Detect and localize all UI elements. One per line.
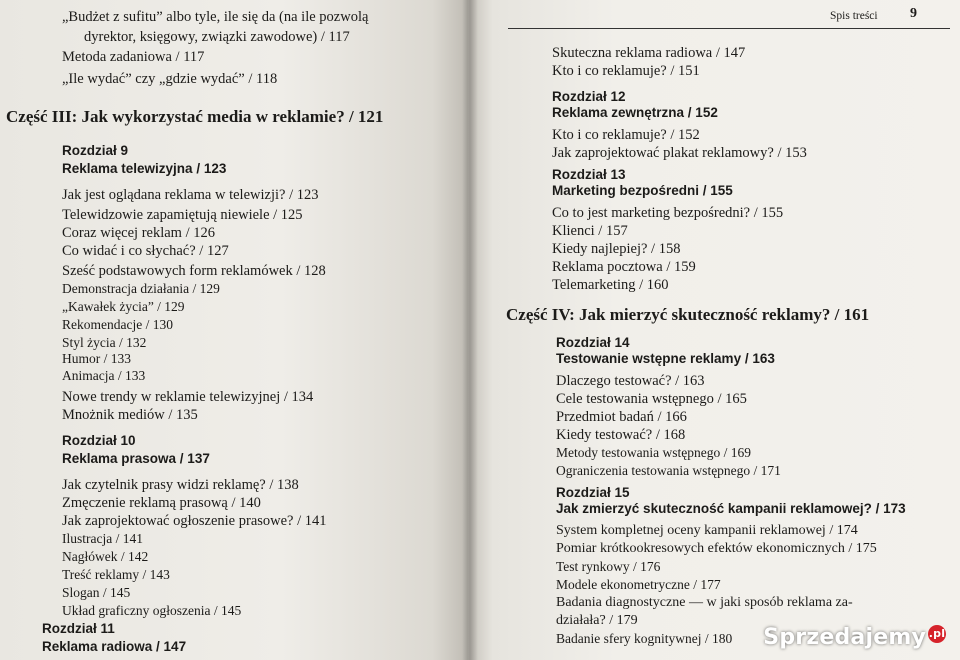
- toc-item: Kiedy najlepiej? / 158: [552, 241, 681, 257]
- toc-item: Telemarketing / 160: [552, 277, 669, 293]
- toc-item: Jak zaprojektować plakat reklamowy? / 153: [552, 145, 807, 161]
- toc-item: Humor / 133: [62, 351, 131, 366]
- right-page: [468, 0, 960, 660]
- watermark-badge: .pl: [928, 625, 946, 643]
- chapter-heading: Rozdział 13: [552, 167, 626, 182]
- toc-item: Coraz więcej reklam / 126: [62, 225, 215, 241]
- toc-item: Nagłówek / 142: [62, 549, 149, 564]
- toc-item: Badania diagnostyczne — w jaki sposób reklama za-: [556, 595, 853, 610]
- chapter-title: Testowanie wstępne reklamy / 163: [556, 351, 775, 366]
- toc-item: Co widać i co słychać? / 127: [62, 243, 229, 259]
- header-rule: [508, 28, 950, 29]
- toc-item: Ilustracja / 141: [62, 531, 143, 546]
- chapter-heading: Rozdział 9: [62, 143, 129, 158]
- toc-item: Układ graficzny ogłoszenia / 145: [62, 603, 242, 618]
- toc-item: Animacja / 133: [62, 368, 146, 383]
- toc-item: Telewidzowie zapamiętują niewiele / 125: [62, 207, 303, 223]
- toc-item: Dlaczego testować? / 163: [556, 373, 705, 389]
- chapter-title: Marketing bezpośredni / 155: [552, 183, 733, 198]
- toc-item: Modele ekonometryczne / 177: [556, 577, 721, 592]
- toc-item: Sześć podstawowych form reklamówek / 128: [62, 263, 326, 279]
- chapter-title: Reklama zewnętrzna / 152: [552, 105, 718, 120]
- toc-item: Treść reklamy / 143: [62, 567, 170, 582]
- toc-item: Jak jest oglądana reklama w telewizji? / 123: [62, 187, 319, 203]
- running-header: Spis treści: [830, 10, 878, 22]
- toc-item: Nowe trendy w reklamie telewizyjnej / 134: [62, 389, 314, 405]
- chapter-heading: Rozdział 10: [62, 433, 136, 448]
- toc-line: „Ile wydać” czy „gdzie wydać” / 118: [62, 71, 278, 87]
- toc-line: „Budżet z sufitu” albo tyle, ile się da (na ile pozwolą: [62, 9, 369, 25]
- chapter-title: Reklama telewizyjna / 123: [62, 161, 227, 176]
- toc-item: „Kawałek życia” / 129: [62, 299, 185, 314]
- book-gutter: [462, 0, 478, 660]
- toc-item: System kompletnej oceny kampanii reklamowej / 174: [556, 523, 858, 538]
- part-heading: Część III: Jak wykorzystać media w reklamie? / 121: [6, 107, 384, 126]
- toc-item: Rekomendacje / 130: [62, 317, 173, 332]
- toc-item: Zmęczenie reklamą prasową / 140: [62, 495, 261, 511]
- toc-item: Badanie sfery kognitywnej / 180: [556, 631, 733, 646]
- toc-line: Metoda zadaniowa / 117: [62, 49, 205, 65]
- toc-item: działała? / 179: [556, 613, 638, 628]
- chapter-heading: Rozdział 14: [556, 335, 630, 350]
- left-page: [0, 0, 470, 660]
- page-number: 9: [910, 6, 917, 21]
- toc-item: Test rynkowy / 176: [556, 559, 661, 574]
- toc-item: Co to jest marketing bezpośredni? / 155: [552, 205, 784, 221]
- toc-item: Kto i co reklamuje? / 152: [552, 127, 700, 143]
- chapter-heading: Rozdział 12: [552, 89, 626, 104]
- toc-item: Jak zaprojektować ogłoszenie prasowe? / 141: [62, 513, 327, 529]
- toc-item: Metody testowania wstępnego / 169: [556, 445, 751, 460]
- toc-item: Przedmiot badań / 166: [556, 409, 687, 425]
- toc-item: Reklama pocztowa / 159: [552, 259, 696, 275]
- chapter-title: Jak zmierzyć skuteczność kampanii reklamowej? / 173: [556, 501, 906, 516]
- toc-item: Styl życia / 132: [62, 335, 147, 350]
- toc-item: Demonstracja działania / 129: [62, 281, 220, 296]
- chapter-title: Reklama radiowa / 147: [42, 639, 187, 654]
- toc-line: dyrektor, księgowy, związki zawodowe) / 117: [84, 29, 350, 45]
- toc-item: Skuteczna reklama radiowa / 147: [552, 45, 746, 61]
- toc-item: Kiedy testować? / 168: [556, 427, 686, 443]
- part-heading: Część IV: Jak mierzyć skuteczność reklamy? / 161: [506, 305, 870, 324]
- chapter-title: Reklama prasowa / 137: [62, 451, 210, 466]
- toc-item: Slogan / 145: [62, 585, 131, 600]
- toc-item: Jak czytelnik prasy widzi reklamę? / 138: [62, 477, 299, 493]
- toc-item: Klienci / 157: [552, 223, 628, 239]
- toc-item: Ograniczenia testowania wstępnego / 171: [556, 463, 781, 478]
- chapter-heading: Rozdział 11: [42, 621, 115, 636]
- toc-item: Cele testowania wstępnego / 165: [556, 391, 747, 407]
- toc-item: Kto i co reklamuje? / 151: [552, 63, 700, 79]
- watermark: [763, 625, 946, 650]
- watermark-text: Sprzedajemy: [763, 625, 926, 650]
- toc-item: Pomiar krótkookresowych efektów ekonomicznych / 175: [556, 541, 877, 556]
- chapter-heading: Rozdział 15: [556, 485, 630, 500]
- toc-item: Mnożnik mediów / 135: [62, 407, 198, 423]
